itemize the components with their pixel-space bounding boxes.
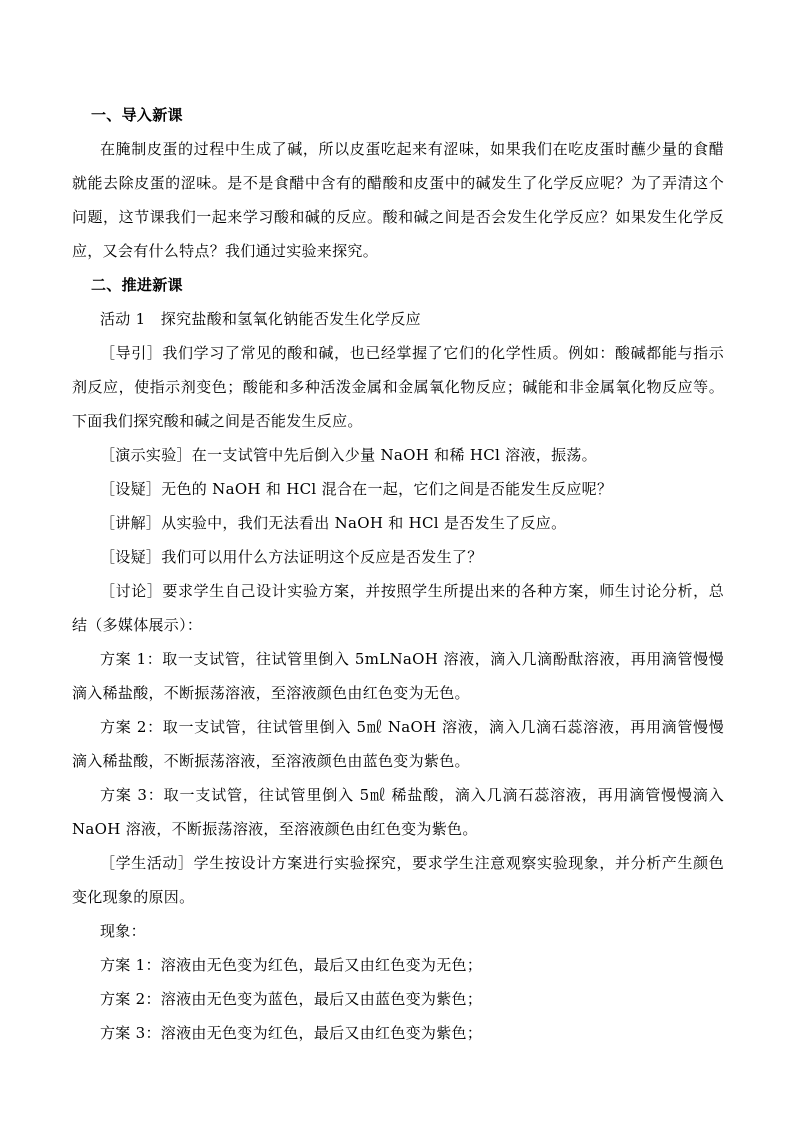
intro-paragraph: 在腌制皮蛋的过程中生成了碱，所以皮蛋吃起来有涩味，如果我们在吃皮蛋时蘸少量的食醋就能去除皮蛋的涩味。是不是食醋中含有的醋酸和皮蛋中的碱发生了化学反应呢？为了弄清这个问题，这节课我们一起来学习酸和碱的反应。酸和碱之间是否会发生化学反应？如果发生化学反应，又会有什么特点？我们通过实验来探究。: [72, 140, 724, 260]
plan-1-paragraph: 方案 1：取一支试管，往试管里倒入 5mLNaOH 溶液，滴入几滴酚酞溶液，再用滴管慢慢滴入稀盐酸，不断振荡溶液，至溶液颜色由红色变为无色。: [72, 650, 724, 702]
section-heading-intro: 一、导入新课: [91, 106, 183, 124]
plan-3-paragraph: 方案 3：取一支试管，往试管里倒入 5㎖ 稀盐酸，滴入几滴石蕊溶液，再用滴管慢慢滴入 NaOH 溶液，不断振荡溶液，至溶液颜色由红色变为紫色。: [72, 786, 724, 838]
discussion-paragraph: ［讨论］要求学生自己设计实验方案，并按照学生所提出来的各种方案，师生讨论分析，总结（多媒体展示）：: [72, 582, 724, 634]
lecture-paragraph: ［讲解］从实验中，我们无法看出 NaOH 和 HCl 是否发生了反应。: [100, 514, 567, 532]
phenomena-title: 现象：: [100, 922, 146, 940]
phenomenon-2: 方案 2：溶液由无色变为蓝色，最后又由蓝色变为紫色；: [100, 990, 483, 1008]
section-heading-new-lesson: 二、推进新课: [91, 276, 183, 294]
student-activity-paragraph: ［学生活动］学生按设计方案进行实验探究，要求学生注意观察实验现象，并分析产生颜色变化现象的原因。: [72, 854, 724, 906]
activity-title: 活动 1 探究盐酸和氢氧化钠能否发生化学反应: [100, 310, 421, 328]
phenomenon-1: 方案 1：溶液由无色变为红色，最后又由红色变为无色；: [100, 956, 483, 974]
document-body: [72, 98, 724, 1050]
guide-paragraph: ［导引］我们学习了常见的酸和碱，也已经掌握了它们的化学性质。例如：酸碱都能与指示剂反应，使指示剂变色；酸能和多种活泼金属和金属氧化物反应；碱能和非金属氧化物反应等。下面我们探究酸和碱之间是否能发生反应。: [72, 344, 724, 430]
phenomenon-3: 方案 3：溶液由无色变为红色，最后又由红色变为紫色；: [100, 1024, 483, 1042]
question-paragraph-2: ［设疑］我们可以用什么方法证明这个反应是否发生了？: [100, 548, 483, 566]
demo-paragraph: ［演示实验］在一支试管中先后倒入少量 NaOH 和稀 HCl 溶液，振荡。: [100, 446, 597, 464]
question-paragraph-1: ［设疑］无色的 NaOH 和 HCl 混合在一起，它们之间是否能发生反应呢？: [100, 480, 613, 498]
plan-2-paragraph: 方案 2：取一支试管，往试管里倒入 5㎖ NaOH 溶液，滴入几滴石蕊溶液，再用滴管慢慢滴入稀盐酸，不断振荡溶液，至溶液颜色由蓝色变为紫色。: [72, 718, 724, 770]
